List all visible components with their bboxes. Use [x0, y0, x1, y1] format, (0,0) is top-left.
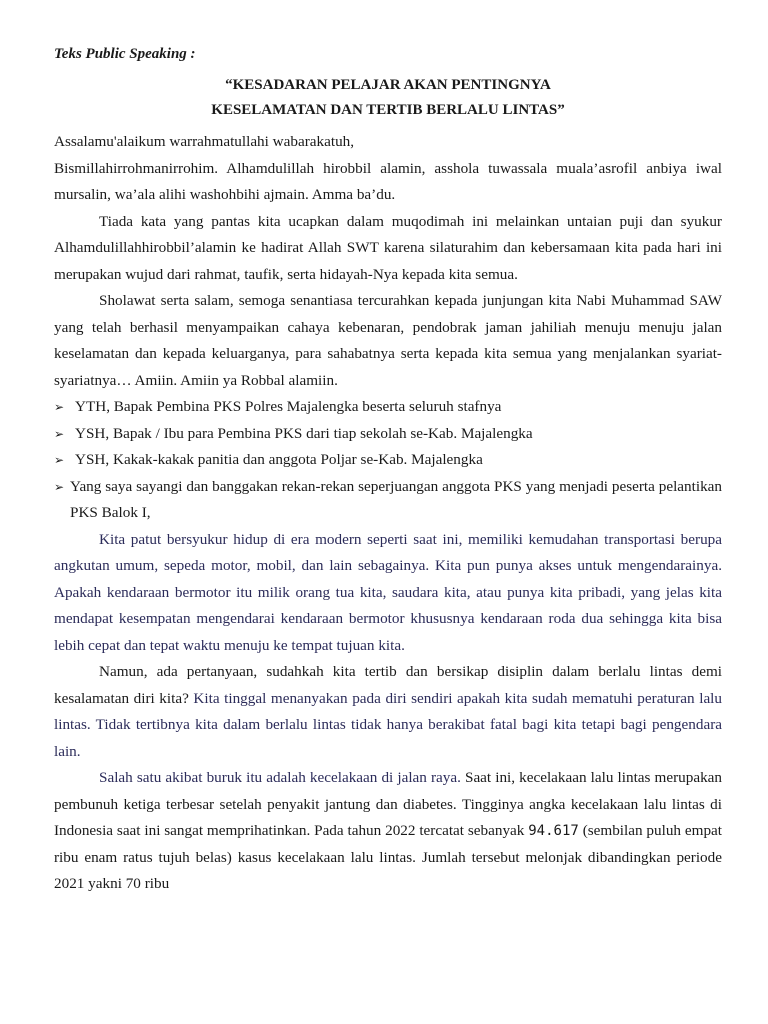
arrow-bullet-icon: ➢ — [54, 453, 65, 467]
title-line-1: “KESADARAN PELAJAR AKAN PENTINGNYA — [225, 77, 551, 93]
document-page — [54, 38, 722, 898]
honorifics-list — [54, 394, 722, 527]
arrow-bullet-icon: ➢ — [54, 426, 65, 441]
paragraph-sholawat: Sholawat serta salam, semoga senantiasa tercurahkan kepada junjungan kita Nabi Muhammad SAW yang telah berhasil menyampaikan cahaya kebenaran, pendobrak jaman jahiliah menuju menuju jalan keselamatan dan kepada keluarganya, para sahabatnya serta kepada kita semua yang menjalankan syariat-syariatnya… Amiin. Amiin ya Robbal alamiin. — [54, 292, 722, 389]
list-item: ➢ YTH, Bapak Pembina PKS Polres Majalengka beserta seluruh stafnya — [54, 394, 722, 421]
speech-title — [54, 73, 722, 123]
paragraph-modern-era: Kita patut bersyukur hidup di era modern seperti saat ini, memiliki kemudahan transportasi berupa angkutan umum, sepeda motor, mobil, dan lain sebagainya. Kita pun punya akses untuk mengendarainya. Apakah kendaraan bermotor itu milik orang tua kita, saudara kita, atau punya kita pribadi, yang jelas kita mendapat kesempatan mengendarai kendaraan bermotor khususnya kendaraan roda dua sehingga kita bisa lebih cepat dan tepat waktu menuju ke tempat tujuan kita. — [54, 530, 722, 654]
paragraph-praise: Tiada kata yang pantas kita ucapkan dalam muqodimah ini melainkan untaian puji dan syukur Alhamdulillahhirobbil’alamin ke hadirat Allah SWT karena silaturahim dan kebersamaan kita pada hari ini merupakan wujud dari rahmat, taufik, serta hidayah-Nya kepada kita semua. — [54, 212, 722, 283]
title-line-2: KESELAMATAN DAN TERTIB BERLALU LINTAS” — [211, 102, 565, 118]
paragraph-question: Namun, ada pertanyaan, sudahkah kita tertib dan bersikap disiplin dalam berlalu lintas demi kesalamatan diri kita? Kita tinggal menanyakan pada diri sendiri apakah kita sudah mematuhi peraturan lalu lintas. Tidak tertibnya kita dalam berlalu lintas tidak hanya berakibat fatal bagi kita tetapi bagi pengendara lain. — [54, 663, 722, 760]
list-item: ➢ YSH, Bapak / Ibu para Pembina PKS dari tiap sekolah se-Kab. Majalengka — [54, 421, 722, 448]
list-item: ➢ Yang saya sayangi dan banggakan rekan-rekan seperjuangan anggota PKS yang menjadi peserta pelantikan PKS Balok I, — [54, 474, 722, 527]
greeting: Assalamu'alaikum warrahmatullahi wabarakatuh, — [54, 133, 355, 150]
accident-count: 94.617 — [528, 823, 579, 839]
opening-paragraph: Bismillahirrohmanirrohim. Alhamdulillah hirobbil alamin, asshola tuwassala muala’asrofil anbiya iwal mursalin, wa’ala alihi washohbihi ajmain. Amma ba’du. — [54, 159, 722, 203]
arrow-bullet-icon: ➢ — [54, 400, 65, 414]
document-label: Teks Public Speaking : — [54, 46, 196, 62]
arrow-bullet-icon: ➢ — [54, 479, 65, 494]
list-item: ➢ YSH, Kakak-kakak panitia dan anggota Poljar se-Kab. Majalengka — [54, 447, 722, 474]
paragraph-accidents: Salah satu akibat buruk itu adalah kecelakaan di jalan raya. Saat ini, kecelakaan lalu lintas merupakan pembunuh ketiga terbesar setelah penyakit jantung dan diabetes. Tingginya angka kecelakaan lalu lintas di Indonesia saat ini sangat memprihatinkan. Pada tahun 2022 tercatat sebanyak 94.617 (sembilan puluh empat ribu enam ratus tujuh belas) kasus kecelakaan lalu lintas. Jumlah tersebut melonjak dibandingkan periode 2021 yakni 70 ribu — [54, 769, 722, 892]
